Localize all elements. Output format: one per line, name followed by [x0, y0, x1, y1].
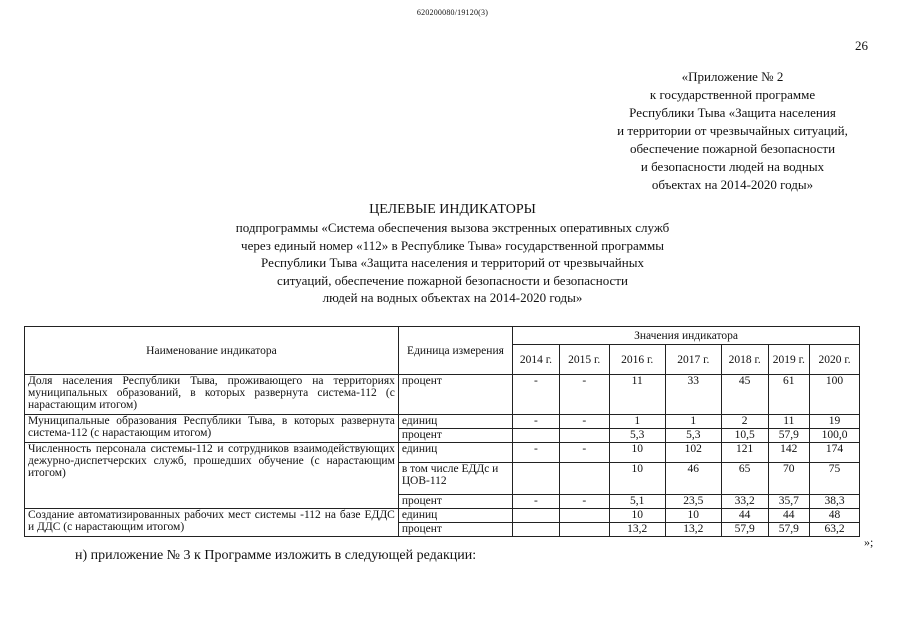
indicator-name-cell: Создание автоматизированных рабочих мест системы -112 на базе ЕДДС и ДДС (с нарастающим итогом): [25, 509, 399, 537]
value-cell: 13,2: [609, 523, 665, 537]
header-year: 2015 г.: [559, 345, 609, 375]
value-cell: 11: [609, 375, 665, 415]
value-cell: 11: [768, 415, 810, 429]
header-year: 2014 г.: [513, 345, 560, 375]
value-cell: 70: [768, 463, 810, 495]
indicator-name-cell: Численность персонала системы-112 и сотрудников взаимодействующих дежурно-диспетчерских служб, прошедших обучение (с нарастающим итогом): [25, 443, 399, 509]
value-cell: 44: [721, 509, 768, 523]
value-cell: [513, 429, 560, 443]
indicator-name-cell: Муниципальные образования Республики Тыва, в которых развернута система-112 (с нарастающим итогом): [25, 415, 399, 443]
value-cell: 45: [721, 375, 768, 415]
header-year: 2018 г.: [721, 345, 768, 375]
value-cell: 10: [609, 443, 665, 463]
value-cell: 2: [721, 415, 768, 429]
document-subtitle: [0, 219, 905, 307]
header-indicator-name: Наименование индикатора: [25, 327, 399, 375]
header-year: 2017 г.: [665, 345, 721, 375]
header-year: 2019 г.: [768, 345, 810, 375]
unit-cell: единиц: [398, 443, 512, 463]
value-cell: [513, 463, 560, 495]
header-values-group: Значения индикатора: [513, 327, 860, 345]
value-cell: 5,3: [665, 429, 721, 443]
indicators-table: [24, 326, 860, 537]
value-cell: 174: [810, 443, 860, 463]
page-number: 26: [855, 38, 868, 53]
subtitle-line: людей на водных объектах на 2014-2020 годы»: [322, 290, 583, 305]
table-row: [25, 415, 860, 429]
table-row: [25, 443, 860, 463]
value-cell: [559, 523, 609, 537]
value-cell: 5,3: [609, 429, 665, 443]
value-cell: -: [513, 495, 560, 509]
value-cell: 19: [810, 415, 860, 429]
value-cell: -: [559, 415, 609, 429]
value-cell: 142: [768, 443, 810, 463]
appendix-line: объектах на 2014-2020 годы»: [651, 177, 814, 192]
value-cell: 10: [665, 509, 721, 523]
value-cell: 35,7: [768, 495, 810, 509]
value-cell: -: [559, 375, 609, 415]
value-cell: 100: [810, 375, 860, 415]
table-row: [25, 375, 860, 415]
value-cell: -: [559, 495, 609, 509]
value-cell: 121: [721, 443, 768, 463]
value-cell: -: [559, 443, 609, 463]
header-unit: Единица измерения: [398, 327, 512, 375]
value-cell: [513, 523, 560, 537]
value-cell: 102: [665, 443, 721, 463]
value-cell: -: [513, 375, 560, 415]
value-cell: 13,2: [665, 523, 721, 537]
appendix-caption: [560, 68, 905, 194]
unit-cell: единиц: [398, 415, 512, 429]
subtitle-line: Республики Тыва «Защита населения и территорий от чрезвычайных: [261, 255, 644, 270]
value-cell: 57,9: [768, 523, 810, 537]
appendix-line: и безопасности людей на водных: [640, 159, 825, 174]
appendix-line: «Приложение № 2: [681, 69, 784, 84]
unit-cell: процент: [398, 523, 512, 537]
unit-cell: единиц: [398, 509, 512, 523]
value-cell: 61: [768, 375, 810, 415]
footer-instruction: н) приложение № 3 к Программе изложить в следующей редакции:: [75, 548, 477, 563]
value-cell: 10: [609, 509, 665, 523]
appendix-line: к государственной программе: [649, 87, 816, 102]
appendix-line: и территории от чрезвычайных ситуаций,: [617, 123, 848, 138]
value-cell: 57,9: [721, 523, 768, 537]
end-quote-mark: »;: [864, 535, 874, 549]
value-cell: 44: [768, 509, 810, 523]
indicator-name-cell: Доля населения Республики Тыва, проживающего на территориях муниципальных образований, в которых развернута система-112 (с нарастающим итогом): [25, 375, 399, 415]
value-cell: 46: [665, 463, 721, 495]
table-body: [25, 375, 860, 537]
value-cell: 23,5: [665, 495, 721, 509]
value-cell: 1: [665, 415, 721, 429]
subtitle-line: через единый номер «112» в Республике Тыва» государственной программы: [241, 237, 664, 253]
value-cell: [559, 509, 609, 523]
appendix-line: Республики Тыва «Защита населения: [629, 105, 836, 120]
value-cell: 5,1: [609, 495, 665, 509]
value-cell: [513, 509, 560, 523]
value-cell: 33: [665, 375, 721, 415]
subtitle-line: подпрограммы «Система обеспечения вызова экстренных оперативных служб: [235, 220, 670, 235]
value-cell: 65: [721, 463, 768, 495]
value-cell: 38,3: [810, 495, 860, 509]
value-cell: 1: [609, 415, 665, 429]
subtitle-line: ситуаций, обеспечение пожарной безопасности и безопасности: [277, 272, 628, 288]
unit-cell: процент: [398, 429, 512, 443]
value-cell: 48: [810, 509, 860, 523]
appendix-line: обеспечение пожарной безопасности: [629, 141, 836, 156]
value-cell: 10,5: [721, 429, 768, 443]
value-cell: 10: [609, 463, 665, 495]
value-cell: 57,9: [768, 429, 810, 443]
value-cell: 100,0: [810, 429, 860, 443]
value-cell: 33,2: [721, 495, 768, 509]
header-year: 2016 г.: [609, 345, 665, 375]
unit-cell: в том числе ЕДДс и ЦОВ-112: [398, 463, 512, 495]
unit-cell: процент: [398, 495, 512, 509]
value-cell: 75: [810, 463, 860, 495]
document-title: ЦЕЛЕВЫЕ ИНДИКАТОРЫ: [369, 202, 536, 217]
table-row: [25, 509, 860, 523]
value-cell: [559, 463, 609, 495]
value-cell: [559, 429, 609, 443]
document-id: 620200080/19120(3): [416, 8, 489, 17]
value-cell: 63,2: [810, 523, 860, 537]
unit-cell: процент: [398, 375, 512, 415]
value-cell: -: [513, 415, 560, 429]
value-cell: -: [513, 443, 560, 463]
header-year: 2020 г.: [810, 345, 860, 375]
